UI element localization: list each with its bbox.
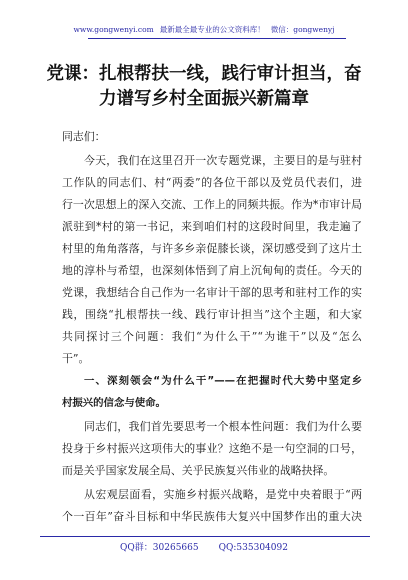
paragraph-line: 同志们，我们首先要思考一个根本性问题：我们为什么要 bbox=[84, 420, 362, 433]
footer-divider bbox=[40, 536, 370, 537]
header-site[interactable]: www.gongwenyi.com bbox=[73, 25, 154, 34]
header-divider bbox=[88, 38, 346, 39]
title-line-2: 力谱写乡村全面振兴新篇章 bbox=[99, 89, 309, 109]
footer-qq: QQ:535304092 bbox=[218, 543, 288, 553]
header-wechat: 微信：gongwenyj bbox=[270, 25, 335, 34]
paragraph-line: 而是关乎国家发展全局、关乎民族复兴伟业的战略抉择。 bbox=[62, 464, 335, 477]
paragraph-line: 地的淳朴与希望，也深刻体悟到了肩上沉甸甸的责任。今天的 bbox=[62, 264, 362, 277]
paragraph-line: 行一次思想上的深入交流、工作上的同频共振。作为*市审计局 bbox=[62, 198, 362, 211]
title-line-1: 党课：扎根帮扶一线，践行审计担当，奋 bbox=[46, 64, 362, 84]
paragraph-line: 派驻到*村的第一书记，来到咱们村的这段时间里，我走遍了 bbox=[62, 220, 362, 233]
paragraph-line: 投身于乡村振兴这项伟大的事业？这绝不是一句空洞的口号， bbox=[62, 442, 362, 455]
header-slogan: 最新最全最专业的公文资料库！ bbox=[159, 25, 265, 34]
paragraph-line: 践，围绕“扎根帮扶一线、践行审计担当”这个主题，和大家 bbox=[62, 308, 362, 321]
paragraph-line: 村里的角角落落，与许多乡亲促膝长谈，深切感受到了这片土 bbox=[62, 242, 362, 255]
footer-qq-group: QQ群：30265665 bbox=[120, 543, 199, 553]
section-heading-1: 一、深刻领会“为什么干”——在把握时代大势中坚定乡 bbox=[84, 375, 362, 387]
salutation: 同志们： bbox=[62, 130, 106, 143]
page-footer bbox=[0, 540, 408, 553]
paragraph-line: 今天，我们在这里召开一次专题党课，主要目的是与驻村 bbox=[84, 154, 362, 167]
paragraph-line: 共同探讨三个问题：我们“为什么干”“为谁干”以及“怎么 bbox=[62, 330, 362, 343]
paragraph-line: 个一百年”奋斗目标和中华民族伟大复兴中国梦作出的重大决 bbox=[62, 510, 362, 523]
paragraph-line: 从宏观层面看，实施乡村振兴战略，是党中央着眼于“两 bbox=[84, 488, 362, 501]
paragraph-line: 工作队的同志们、村“两委”的各位干部以及党员代表们，进 bbox=[62, 176, 362, 189]
paragraph-line: 干”。 bbox=[62, 352, 90, 365]
section-heading-1-cont: 村振兴的信念与使命。 bbox=[62, 397, 166, 409]
document-title bbox=[40, 62, 368, 112]
paragraph-line: 党课，我想结合自己作为一名审计干部的思考和驻村工作的实 bbox=[62, 286, 362, 299]
page-header bbox=[0, 24, 408, 35]
